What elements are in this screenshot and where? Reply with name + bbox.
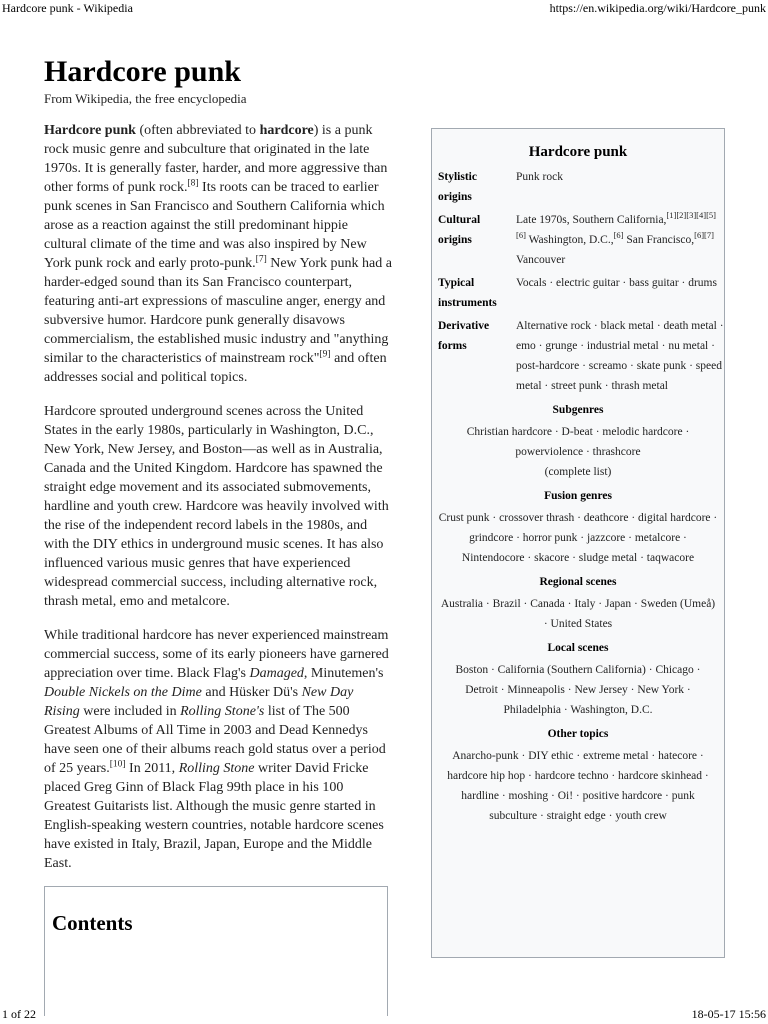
infobox-list-fusion-genres[interactable]: Crust punk · crossover thrash · deathcore · digital hardcore · grindcore · horror punk · jazzcore · metalcore · Nintendocore · skacore · sludge metal · taqwacore xyxy=(438,512,718,564)
citation-link[interactable]: [9] xyxy=(319,349,331,360)
infobox-label: Typical instruments xyxy=(438,277,497,309)
article-paragraph-2: Hardcore sprouted underground scenes across the United States in the early 1980s, particularly in Washington, D.C., New York, New Jersey, and Boston—as well as in Australia, Canada and the United Kingdom. Hardcore has spawned the straight edge movement and its associated submovements, hardline and youth crew. Hardcore was heavily involved with the rise of the independent record labels in the 1980s, and with the DIY ethics in underground music scenes. It has also influenced various music genres that have experienced widespread commercial success, including alternative rock, thrash metal, emo and metalcore. xyxy=(44,404,389,609)
article-body xyxy=(44,121,392,888)
text-run: writer David Fricke placed Greg Ginn of Black Flag 99th place in his 100 Greatest Guitarists list. Although the music genre started in English-speaking western countries, notable hardcore scenes have existed in Italy, Brazil, Japan, Europe and the Middle East. xyxy=(44,761,384,871)
infobox-value[interactable]: Vocals · electric guitar · bass guitar · drums xyxy=(516,277,717,289)
article-paragraph-3 xyxy=(44,626,392,873)
text-run[interactable]: Vancouver xyxy=(516,254,566,266)
print-timestamp: 18-05-17 15:56 xyxy=(691,1007,766,1021)
page-url[interactable]: https://en.wikipedia.org/wiki/Hardcore_punk xyxy=(549,1,766,15)
album-title[interactable]: New Day Rising xyxy=(44,685,354,719)
text-run: (often abbreviated to xyxy=(135,123,260,138)
infobox-section-local-scenes: Local scenes xyxy=(547,642,609,654)
text-run: , Minutemen's xyxy=(303,666,384,681)
citation-link[interactable]: [1][2][3][4][5][6] xyxy=(516,210,716,241)
text-run: Its roots can be traced to earlier punk scenes in San Francisco and Southern California which arose as a reaction against the still predominant hippie cultural climate of the time and was also inspired by New York punk rock and early proto-punk. xyxy=(44,180,385,271)
infobox-title: Hardcore punk xyxy=(528,144,628,160)
text-run[interactable]: Washington, D.C., xyxy=(525,234,614,246)
infobox-row-cultural-origins xyxy=(432,210,724,270)
album-title[interactable]: Double Nickels on the Dime xyxy=(44,685,202,700)
magazine-title[interactable]: Rolling Stone's xyxy=(180,704,265,719)
infobox-value xyxy=(508,210,724,270)
bold-term: Hardcore punk xyxy=(44,123,136,138)
page-count: 1 of 22 xyxy=(2,1007,36,1021)
citation-link[interactable]: [10] xyxy=(109,759,126,770)
text-run[interactable]: San Francisco, xyxy=(623,234,695,246)
infobox-label: Stylistic origins xyxy=(438,171,477,203)
infobox-list-local-scenes[interactable]: Boston · California (Southern California) · Chicago · Detroit · Minneapolis · New Jersey · New York · Philadelphia · Washington, D.C. xyxy=(455,664,701,716)
bold-term: hardcore xyxy=(259,123,314,138)
text-run: were included in xyxy=(79,704,181,719)
infobox-label: Cultural origins xyxy=(438,214,481,246)
infobox-list-regional-scenes[interactable]: Australia · Brazil · Canada · Italy · Japan · Sweden (Umeå) · United States xyxy=(440,598,716,630)
infobox-value[interactable]: Alternative rock · black metal · death metal · emo · grunge · industrial metal · nu metal · post-hardcore · screamo · skate punk · speed metal · street punk · thrash metal xyxy=(516,320,724,392)
tab-title: Hardcore punk - Wikipedia xyxy=(2,1,133,15)
infobox-list-other-topics[interactable]: Anarcho-punk · DIY ethic · extreme metal · hatecore · hardcore hip hop · hardcore techno · hardcore skinhead · hardline · moshing · Oi! · positive hardcore · punk subculture · straight edge · youth crew xyxy=(447,750,709,822)
text-run: While traditional hardcore has never experienced mainstream commercial success, some of its early pioneers have garnered appreciation over time. Black Flag's xyxy=(44,628,389,681)
text-run: list of The 500 Greatest Albums of All Time in 2003 and Dead Kennedys have seen one of their albums reach gold status over a period of 25 years. xyxy=(44,704,386,776)
infobox-section-regional-scenes: Regional scenes xyxy=(539,576,617,588)
infobox xyxy=(431,128,725,958)
album-title[interactable]: Damaged xyxy=(249,666,304,681)
page-tagline: From Wikipedia, the free encyclopedia xyxy=(44,91,247,106)
infobox-section-subgenres: Subgenres xyxy=(552,404,604,416)
infobox-section-other-topics: Other topics xyxy=(547,728,609,740)
infobox-section-fusion-genres: Fusion genres xyxy=(544,490,612,502)
infobox-list-subgenres[interactable]: Christian hardcore · D-beat · melodic hardcore · powerviolence · thrashcore xyxy=(466,426,690,458)
print-footer xyxy=(0,1006,768,1022)
complete-list-link[interactable]: (complete list) xyxy=(544,466,612,478)
infobox-row-stylistic-origins xyxy=(432,167,724,207)
page-title: Hardcore punk xyxy=(44,55,241,88)
article-paragraph-1 xyxy=(44,121,392,387)
infobox-value[interactable]: Punk rock xyxy=(516,171,563,183)
contents-box xyxy=(44,886,388,1016)
citation-link[interactable]: [6][7] xyxy=(694,230,714,241)
citation-link[interactable]: [6] xyxy=(613,230,624,241)
infobox-row-derivative-forms xyxy=(432,316,724,396)
text-run: New York punk had a harder-edged sound than its San Francisco counterpart, featuring anti-art expressions of masculine anger, energy and subversive humor. Hardcore punk generally disavows commercialism, the established music industry and "anything similar to the characteristics of mainstream rock" xyxy=(44,256,392,366)
citation-link[interactable]: [8] xyxy=(187,178,199,189)
citation-link[interactable]: [7] xyxy=(255,254,267,265)
infobox-row-typical-instruments xyxy=(432,273,724,313)
text-run: and Hüsker Dü's xyxy=(201,685,302,700)
infobox-label: Derivative forms xyxy=(438,320,490,352)
contents-heading: Contents xyxy=(52,911,133,935)
magazine-title[interactable]: Rolling Stone xyxy=(178,761,255,776)
print-header xyxy=(0,0,768,16)
text-run: In 2011, xyxy=(125,761,179,776)
text-run: and often addresses social and political topics. xyxy=(44,351,387,385)
text-run[interactable]: Late 1970s, Southern California, xyxy=(516,214,667,226)
text-run: ) is a punk rock music genre and subculture that originated in the late 1970s. It is generally faster, harder, and more aggressive than other forms of punk rock. xyxy=(44,123,388,195)
